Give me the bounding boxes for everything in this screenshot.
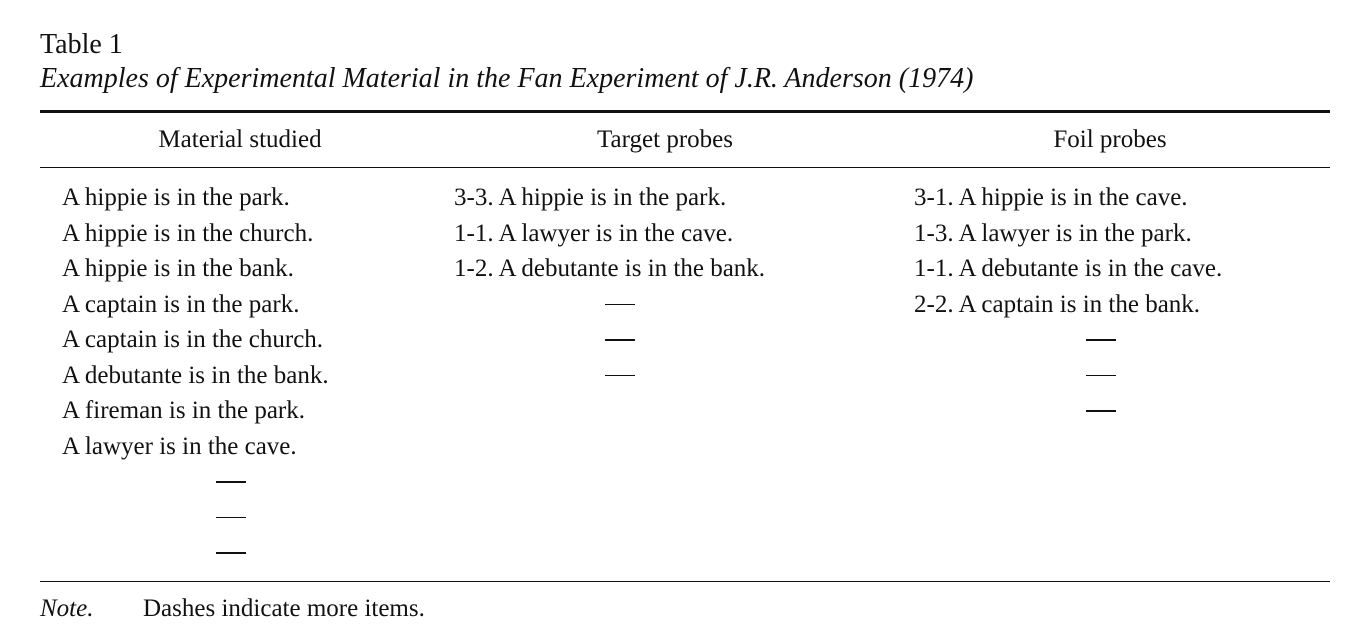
target-probe-item: 1-1. A lawyer is in the cave.: [454, 219, 734, 247]
table-figure: [40, 28, 1330, 626]
header-cell-target: [440, 126, 890, 154]
table-header-row: [40, 113, 1330, 167]
material-item: A captain is in the park.: [62, 290, 300, 318]
foil-probe-item: 3-1. A hippie is in the cave.: [914, 184, 1188, 211]
note-label: Note.: [40, 594, 94, 622]
target-probe-item: 1-2. A debutante is in the bank.: [454, 255, 766, 282]
header-foil-label: Foil probes: [1053, 126, 1167, 153]
more-items-dash: [40, 500, 440, 536]
table-caption: Examples of Experimental Material in the Fan Experiment of J.R. Anderson (1974): [40, 63, 974, 94]
more-items-dash: [890, 358, 1330, 394]
material-item: A hippie is in the bank.: [62, 255, 294, 282]
material-item: A captain is in the church.: [62, 326, 324, 353]
target-probe-item: 3-3. A hippie is in the park.: [454, 184, 727, 211]
header-cell-material: [40, 126, 440, 154]
note-text: Dashes indicate more items.: [143, 594, 425, 622]
bottom-rule: [40, 581, 1330, 582]
material-item: A fireman is in the park.: [62, 397, 305, 424]
table-number: Table 1: [40, 29, 123, 60]
table-note: [40, 592, 1330, 626]
foil-probe-item: 2-2. A captain is in the bank.: [914, 290, 1201, 318]
more-items-dash: [440, 358, 890, 394]
material-item: A debutante is in the bank.: [62, 361, 329, 389]
more-items-dash: [890, 393, 1330, 429]
table-body: [40, 168, 1330, 571]
more-items-dash: [40, 464, 440, 500]
more-items-dash: [440, 322, 890, 358]
header-target-label: Target probes: [597, 126, 733, 153]
column-target-probes: [440, 180, 890, 571]
column-material-studied: [40, 180, 440, 571]
header-cell-foil: [890, 126, 1330, 154]
more-items-dash: [40, 535, 440, 571]
material-item: A lawyer is in the cave.: [62, 432, 297, 460]
foil-probe-item: 1-3. A lawyer is in the park.: [914, 219, 1192, 247]
more-items-dash: [440, 287, 890, 323]
column-foil-probes: [890, 180, 1330, 571]
material-item: A hippie is in the church.: [62, 219, 314, 247]
foil-probe-item: 1-1. A debutante is in the cave.: [914, 255, 1223, 282]
material-item: A hippie is in the park.: [62, 184, 290, 211]
header-material-label: Material studied: [158, 126, 322, 153]
more-items-dash: [890, 322, 1330, 358]
